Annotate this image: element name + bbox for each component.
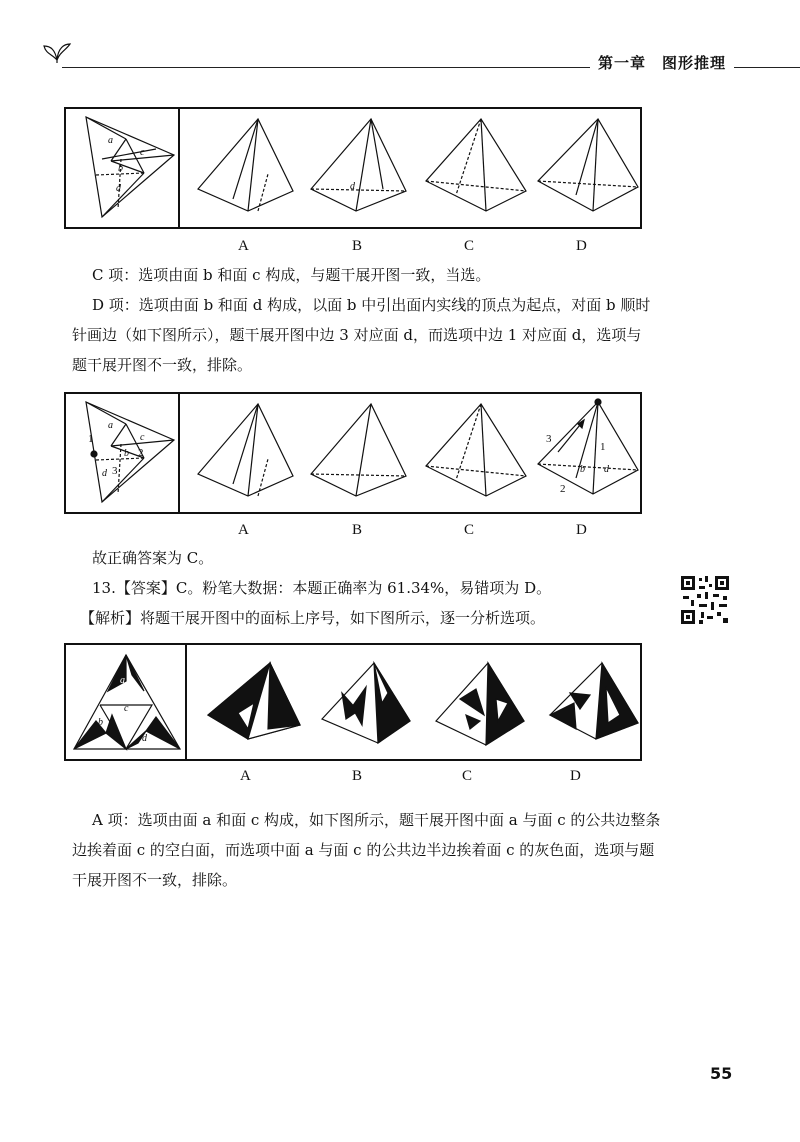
option-a-explanation: A 项：选项由面 a 和面 c 构成，如下图所示，题干展开图中面 a 与面 c 的公共边整条边挨着面 c 的空白面，而选项中面 a 与面 c 的公共边半边挨着面 c 的灰色面，选项与题干展开图不一致，排除。 — [72, 811, 661, 889]
answer-statement: 故正确答案为 C。 — [92, 549, 214, 567]
option-label-d: D — [570, 768, 581, 784]
svg-text:a: a — [108, 135, 113, 146]
qr-code-icon[interactable] — [679, 574, 731, 626]
option-label-a: A — [240, 768, 251, 784]
svg-text:1: 1 — [88, 433, 94, 445]
option-label-a: A — [238, 522, 249, 538]
option-label-a: A — [238, 238, 249, 254]
svg-text:d: d — [116, 183, 121, 194]
svg-text:b: b — [98, 717, 103, 728]
svg-text:b: b — [580, 464, 585, 475]
page-number: 55 — [710, 1064, 733, 1083]
option-label-c: C — [464, 522, 475, 538]
svg-text:c: c — [140, 147, 145, 158]
svg-text:2: 2 — [138, 447, 144, 459]
svg-text:d: d — [142, 733, 147, 744]
question-13-answer: 13.【答案】C。粉笔大数据：本题正确率为 61.34%，易错项为 D。 — [92, 579, 552, 597]
svg-text:b: b — [118, 163, 123, 174]
svg-text:c: c — [124, 703, 129, 714]
pyramid-options-2 — [198, 399, 638, 496]
svg-text:d: d — [350, 181, 355, 192]
pyramid-options-1 — [198, 119, 638, 211]
option-d-explanation: D 项：选项由面 b 和面 d 构成，以面 b 中引出面内实线的顶点为起点，对面 b 顺时针画边（如下图所示），题干展开图中边 3 对应面 d，而选项中边 1 对应面 d，选项与题干展开图不一致，排除。 — [72, 296, 651, 374]
figure-2 — [64, 392, 642, 514]
svg-text:3: 3 — [112, 465, 118, 477]
option-label-c: C — [464, 238, 475, 254]
svg-text:2: 2 — [560, 483, 566, 495]
option-label-b: B — [352, 238, 363, 254]
option-label-d: D — [576, 238, 587, 254]
svg-text:1: 1 — [600, 441, 606, 453]
svg-text:a: a — [120, 675, 125, 686]
svg-text:d: d — [102, 468, 107, 479]
svg-text:3: 3 — [546, 433, 552, 445]
leaf-icon — [42, 40, 72, 64]
chapter-title: 第一章 图形推理 — [590, 52, 734, 73]
svg-text:a: a — [108, 420, 113, 431]
figure-3 — [64, 643, 642, 761]
analysis-intro: 【解析】将题干展开图中的面标上序号，如下图所示，逐一分析选项。 — [80, 609, 546, 627]
pyramid-options-3 — [208, 663, 638, 745]
net-diagram-1 — [86, 117, 174, 217]
svg-text:b: b — [124, 448, 129, 459]
option-label-b: B — [352, 768, 363, 784]
svg-text:c: c — [140, 432, 145, 443]
option-label-d: D — [576, 522, 587, 538]
option-label-c: C — [462, 768, 473, 784]
option-label-b: B — [352, 522, 363, 538]
option-c-explanation: C 项：选项由面 b 和面 c 构成，与题干展开图一致，当选。 — [92, 266, 491, 284]
net-diagram-3 — [74, 655, 180, 749]
net-diagram-2 — [86, 402, 174, 502]
figure-1 — [64, 107, 642, 229]
svg-text:d: d — [604, 464, 609, 475]
